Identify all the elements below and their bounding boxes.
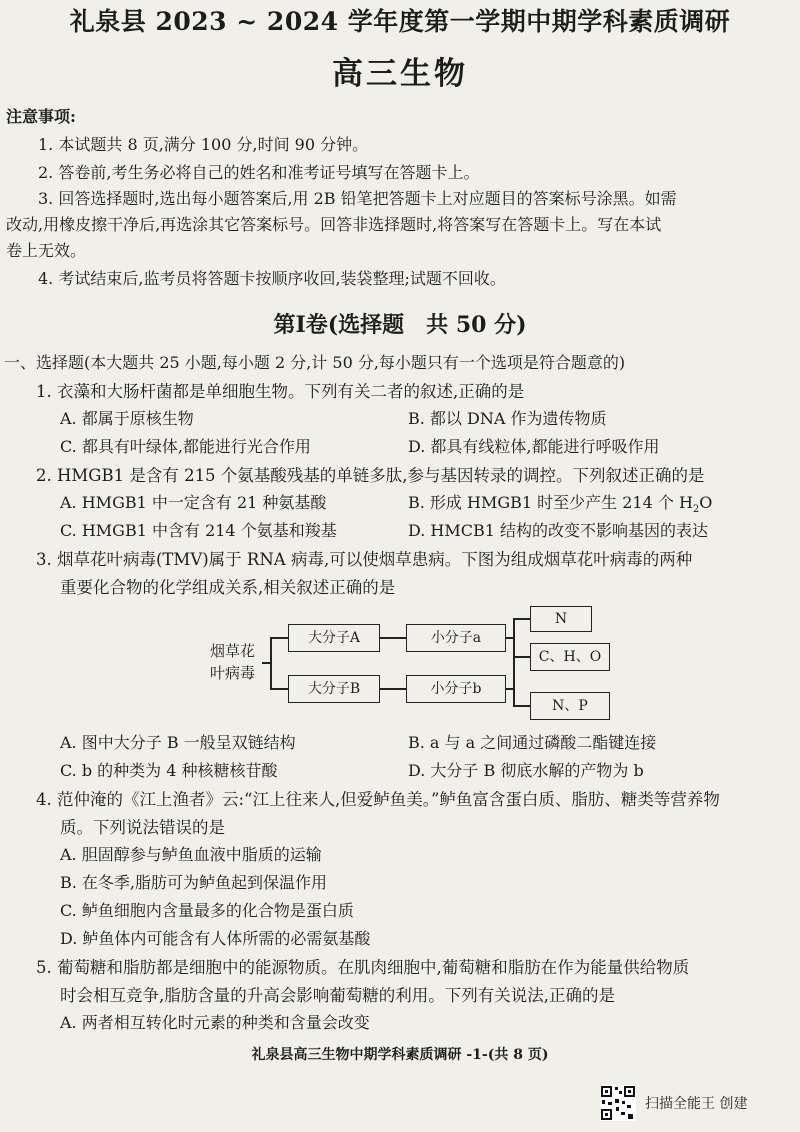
- q2-option-b-tail: O: [699, 493, 713, 512]
- diagram-bracket: [513, 618, 515, 656]
- q5-option-a: A. 两者相互转化时元素的种类和含量会改变: [60, 1013, 370, 1032]
- diagram-connector: [513, 618, 530, 620]
- q3-option-b: B. a 与 a 之间通过磷酸二酯键连接: [408, 733, 657, 752]
- element-np-box: N、P: [530, 692, 610, 720]
- qr-code-icon: [600, 1085, 636, 1121]
- q1-option-d: D. 都具有线粒体,都能进行呼吸作用: [408, 437, 660, 456]
- q4-option-b: B. 在冬季,脂肪可为鲈鱼起到保温作用: [60, 873, 328, 892]
- notice-heading: 注意事项:: [6, 107, 76, 126]
- q3-option-a: A. 图中大分子 B 一般呈双链结构: [60, 733, 296, 752]
- q1-option-b: B. 都以 DNA 作为遗传物质: [408, 409, 607, 428]
- subject-title: 高三生物: [332, 56, 468, 92]
- diagram-connector: [262, 662, 271, 664]
- diagram-root-label-2: 叶病毒: [210, 664, 256, 682]
- diagram-root-label-1: 烟草花: [210, 642, 256, 660]
- q2-option-b-text: B. 形成 HMGB1 时至少产生 214 个 H: [408, 493, 693, 512]
- notice-item: 2. 答卷前,考生务必将自己的姓名和准考证号填写在答题卡上。: [38, 163, 480, 182]
- q3-option-c: C. b 的种类为 4 种核糖核苷酸: [60, 761, 278, 780]
- diagram-connector: [270, 688, 288, 690]
- question-3-stem: 3. 烟草花叶病毒(TMV)属于 RNA 病毒,可以使烟草患病。下图为组成烟草花叶病毒的两种: [36, 550, 693, 569]
- q1-option-c: C. 都具有叶绿体,都能进行光合作用: [60, 437, 311, 456]
- notice-item: 1. 本试题共 8 页,满分 100 分,时间 90 分钟。: [38, 135, 369, 154]
- q2-option-b-subscript: 2: [692, 504, 700, 516]
- section-title: 第Ⅰ卷(选择题 共 50 分): [273, 312, 527, 338]
- macro-molecule-b-box: 大分子B: [288, 675, 380, 703]
- macro-molecule-a-box: 大分子A: [288, 624, 380, 652]
- question-4-stem-cont: 质。下列说法错误的是: [60, 818, 225, 837]
- diagram-connector: [270, 637, 288, 639]
- notice-item: 3. 回答选择题时,选出每小题答案后,用 2B 铅笔把答题卡上对应题目的答案标号涂黑。如需: [38, 189, 677, 208]
- question-2-stem: 2. HMGB1 是含有 215 个氨基酸残基的单链多肽,参与基因转录的调控。下列叙述正确的是: [36, 466, 705, 485]
- diagram-bracket: [513, 656, 515, 706]
- question-5-stem-cont: 时会相互竞争,脂肪含量的升高会影响葡萄糖的利用。下列有关说法,正确的是: [60, 986, 615, 1005]
- q2-option-b: [408, 490, 712, 515]
- small-molecule-a-box: 小分子a: [406, 624, 506, 652]
- q4-option-c: C. 鲈鱼细胞内含量最多的化合物是蛋白质: [60, 901, 354, 920]
- q3-option-d: D. 大分子 B 彻底水解的产物为 b: [408, 761, 644, 780]
- q2-option-a: A. HMGB1 中一定含有 21 种氨基酸: [60, 493, 327, 512]
- diagram-connector: [513, 705, 530, 707]
- element-n-box: N: [530, 606, 592, 632]
- page-footer: 礼泉县高三生物中期学科素质调研 -1-(共 8 页): [251, 1047, 549, 1063]
- notice-item: 4. 考试结束后,监考员将答题卡按顺序收回,装袋整理;试题不回收。: [38, 269, 506, 288]
- question-1-stem: 1. 衣藻和大肠杆菌都是单细胞生物。下列有关二者的叙述,正确的是: [36, 382, 525, 401]
- diagram-connector: [380, 637, 406, 639]
- q2-option-d: D. HMCB1 结构的改变不影响基因的表达: [408, 521, 709, 540]
- small-molecule-b-box: 小分子b: [406, 675, 506, 703]
- notice-item: 改动,用橡皮擦干净后,再选涂其它答案标号。回答非选择题时,将答案写在答题卡上。写在本试: [6, 215, 662, 234]
- diagram-connector: [380, 688, 406, 690]
- element-cho-box: C、H、O: [530, 643, 610, 671]
- section-intro: 一、选择题(本大题共 25 小题,每小题 2 分,计 50 分,每小题只有一个选项是符合题意的): [4, 353, 626, 372]
- diagram-connector: [513, 656, 530, 658]
- exam-title: 礼泉县 2023 ~ 2024 学年度第一学期中期学科素质调研: [69, 7, 731, 36]
- question-5-stem: 5. 葡萄糖和脂肪都是细胞中的能源物质。在肌肉细胞中,葡萄糖和脂肪在作为能量供给物质: [36, 958, 690, 977]
- question-4-stem: 4. 范仲淹的《江上渔者》云:“江上往来人,但爱鲈鱼美。”鲈鱼富含蛋白质、脂肪、糖类等营养物: [36, 790, 720, 809]
- q1-option-a: A. 都属于原核生物: [60, 409, 194, 428]
- q2-option-c: C. HMGB1 中含有 214 个氨基和羧基: [60, 521, 337, 540]
- q4-option-d: D. 鲈鱼体内可能含有人体所需的必需氨基酸: [60, 929, 371, 948]
- question-3-stem-cont: 重要化合物的化学组成关系,相关叙述正确的是: [60, 578, 396, 597]
- scanner-watermark: 扫描全能王 创建: [645, 1096, 748, 1112]
- notice-item: 卷上无效。: [6, 241, 87, 260]
- q4-option-a: A. 胆固醇参与鲈鱼血液中脂质的运输: [60, 845, 322, 864]
